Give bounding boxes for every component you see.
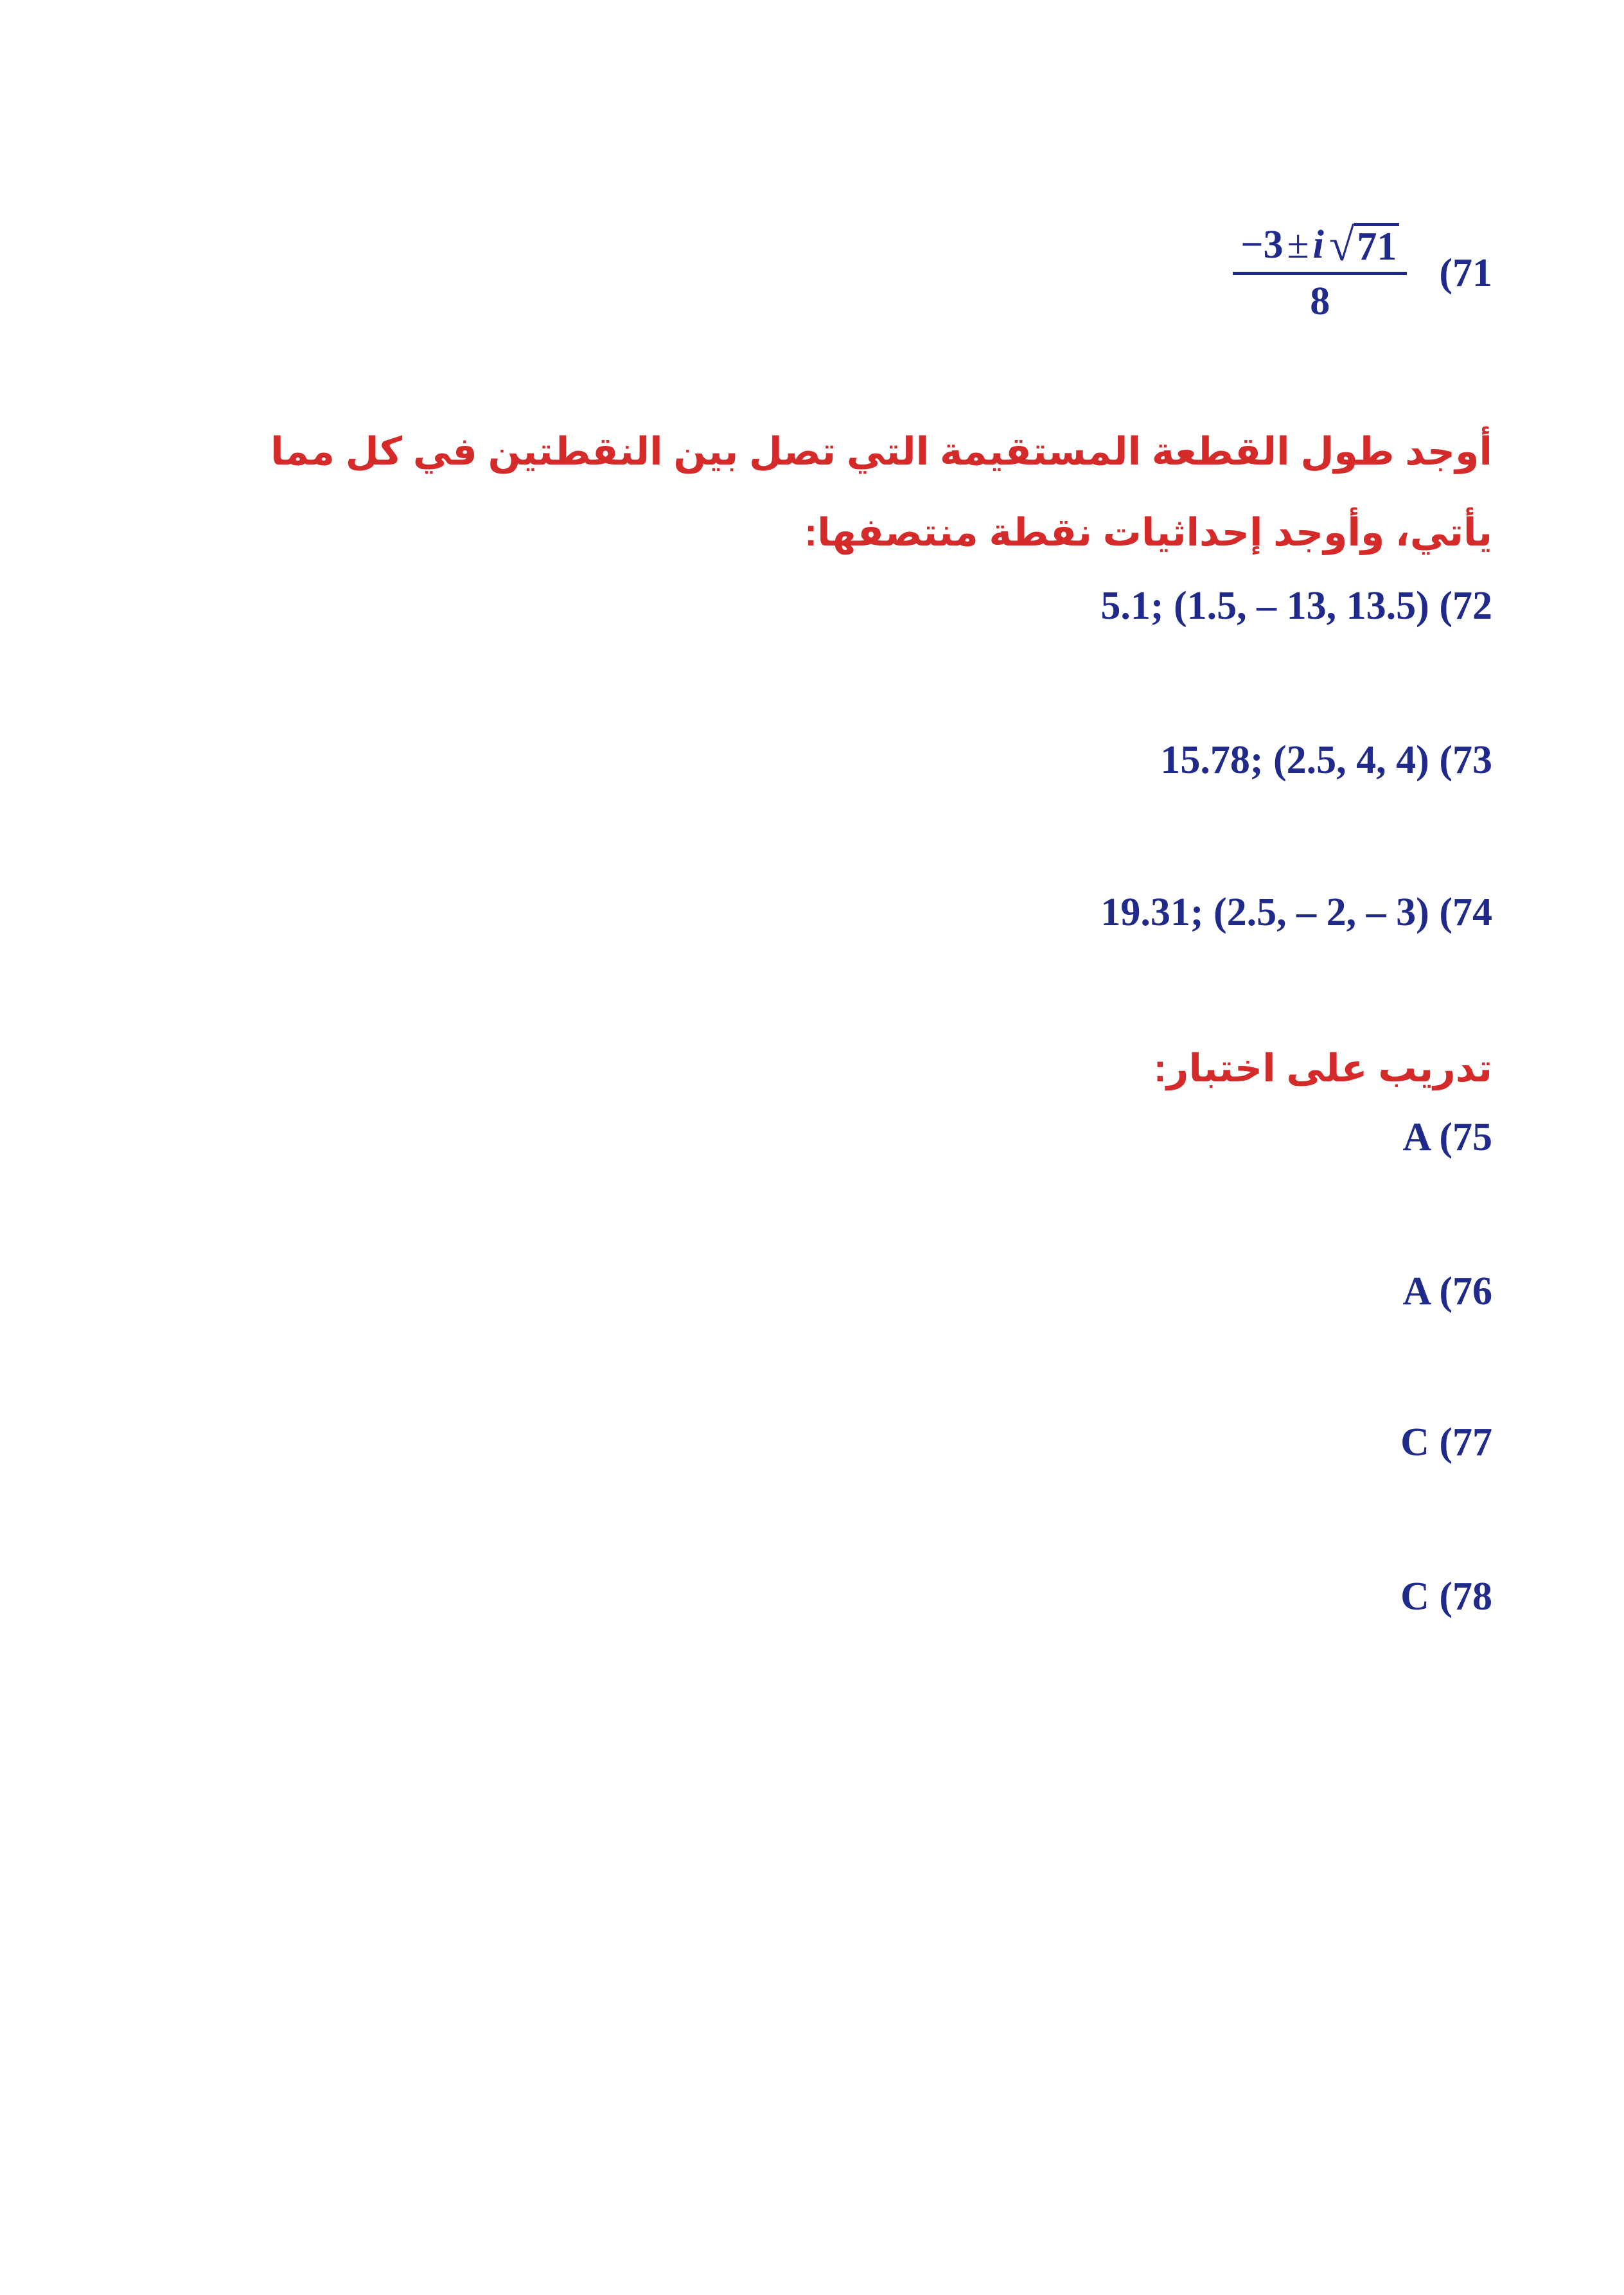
test-answer: C [1400, 1575, 1429, 1618]
fraction-denominator: 8 [1310, 279, 1330, 323]
plus-minus-symbol: ± [1287, 223, 1309, 267]
test-number: (77 [1439, 1421, 1492, 1464]
test-answer: A [1402, 1115, 1429, 1159]
problem-number: (73 [1439, 738, 1492, 782]
problem-number: (72 [1439, 584, 1492, 628]
test-number: (75 [1439, 1115, 1492, 1159]
test-answer: C [1400, 1421, 1429, 1464]
test-item-75 [1402, 1115, 1492, 1160]
radicand: 71 [1354, 223, 1399, 268]
radical-sign: √ [1328, 219, 1355, 270]
problem-71 [1233, 219, 1492, 324]
test-number: (78 [1439, 1575, 1492, 1618]
imaginary-unit: i [1312, 223, 1324, 267]
fraction [1233, 219, 1407, 324]
test-item-78 [1400, 1574, 1492, 1620]
problem-number: (74 [1439, 891, 1492, 934]
section-instruction: أوجد طول القطعة المستقيمة التي تصل بين النقطتين في كل مما يأتي، وأوجد إحداثيات نقطة منتصفها: [270, 430, 1492, 554]
section-title: تدريب على اختبار: [1153, 1047, 1492, 1090]
problem-72 [1100, 583, 1492, 629]
test-item-77 [1400, 1420, 1492, 1466]
problem-answer: 15.78; (2.5, 4, 4) [1160, 738, 1429, 782]
problem-answer: 5.1; (1.5, – 13, 13.5) [1100, 584, 1429, 628]
problem-73 [1160, 738, 1492, 783]
test-item-76 [1402, 1269, 1492, 1315]
test-number: (76 [1439, 1270, 1492, 1313]
test-answer: A [1402, 1270, 1429, 1313]
problem-number: (71 [1439, 251, 1492, 295]
square-root [1328, 219, 1400, 270]
problem-answer: 19.31; (2.5, – 2, – 3) [1100, 891, 1429, 934]
fraction-numerator [1233, 219, 1407, 275]
numerator-prefix: −3 [1240, 223, 1284, 267]
problem-74 [1100, 890, 1492, 935]
